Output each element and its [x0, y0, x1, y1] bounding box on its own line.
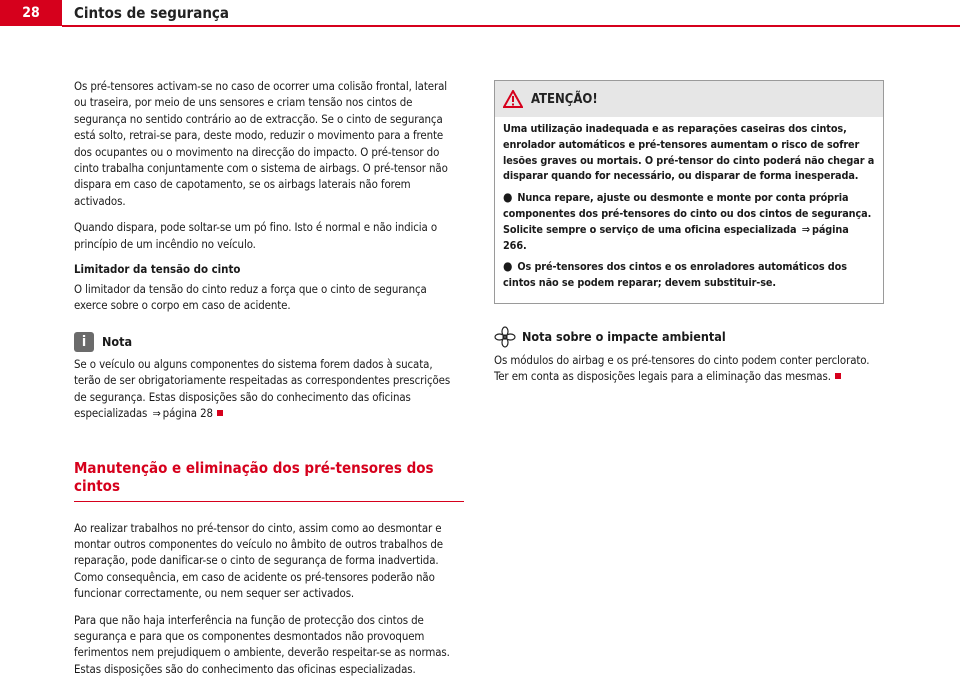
note-title: Nota [102, 334, 133, 350]
paragraph-powder: Quando dispara, pode soltar-se um pó fino. Isto é normal e não indicia o princípio de um incêndio no veículo. [74, 220, 438, 251]
warning-bullet-1-text: Nunca repare, ajuste ou desmonte e monte por conta própria componentes dos pré-tensores do cinto ou dos cintos de segurança. Solicite sempre o serviço de uma oficina especializada [503, 191, 872, 236]
warning-page-link[interactable]: página 266. [503, 222, 849, 252]
bullet-icon: ● [503, 259, 513, 274]
warning-box [494, 80, 884, 304]
environment-note-title: Nota sobre o impacte ambiental [522, 329, 726, 345]
paragraph-belt-limiter: O limitador da tensão do cinto reduz a força que o cinto de segurança exerce sobre o corpo em caso de acidente. [74, 282, 427, 313]
warning-header [495, 81, 883, 117]
page-title: Cintos de segurança [74, 4, 230, 22]
environment-note-heading [494, 326, 882, 348]
warning-body [495, 117, 883, 303]
note-heading [74, 332, 462, 352]
page-number: 28 [0, 0, 62, 26]
environment-note-text: Os módulos do airbag e os pré-tensores do cinto podem conter perclorato. Ter em conta as disposições legais para a eliminação das mesmas. [494, 352, 870, 384]
subheading-belt-limiter: Limitador da tensão do cinto [74, 262, 241, 277]
reference-arrow-icon: ⇒ [152, 407, 161, 421]
warning-triangle-icon [503, 90, 523, 108]
note-page-link[interactable]: página 28 [162, 406, 213, 421]
page-header [0, 0, 960, 28]
reference-arrow-icon: ⇒ [801, 222, 810, 236]
paragraph-pretensioner-activation: Os pré-tensores activam-se no caso de ocorrer uma colisão frontal, lateral ou traseira, por meio de uns sensores e criam tensão nos cintos de segurança no sentido contrário ao de extracção. Se o cinto de segurança está solto, retrai-se para, deste modo, reduzir o movimento para a frente dos ocupantes ou o movimento na direcção do impacto. O pré-tensor do cinto trabalha conjuntamente com o sistema de airbags. O pré-tensor não dispara em caso de capotamento, se os airbags laterais não forem activados. [74, 79, 448, 208]
right-column [494, 80, 882, 395]
warning-title: ATENÇÃO! [531, 91, 598, 107]
bullet-icon: ● [503, 190, 513, 205]
warning-bullet-2 [503, 259, 875, 291]
note-paragraph [74, 356, 462, 423]
warning-bullet-1 [503, 190, 875, 253]
header-rule [62, 25, 960, 27]
environment-note-paragraph [494, 352, 882, 385]
warning-bullet-2-text: Os pré-tensores dos cintos e os enroladores automáticos dos cintos não se podem reparar; devem substituir-se. [503, 260, 847, 290]
end-marker-icon [217, 410, 223, 416]
paragraph-regulations: Para que não haja interferência na função de protecção dos cintos de segurança e para que os componentes desmontados não provoquem ferimentos nem prejudiquem o ambiente, deverão respeitar-se as normas. Estas disposições são do conhecimento das oficinas especializadas. [74, 612, 450, 676]
warning-paragraph: Uma utilização inadequada e as reparações caseiras dos cintos, enrolador automáticos e pré-tensores aumentam o risco de sofrer lesões graves ou mortais. O pré-tensor do cinto poderá não chegar a disparar quando for necessário, ou disparar de forma inesperada. [503, 122, 875, 183]
note-text: Se o veículo ou alguns componentes do sistema forem dados à sucata, terão de ser obrigatoriamente respeitadas as correspondentes prescrições de segurança. Estas disposições são do conhecimento das oficinas especializadas [74, 356, 451, 421]
end-marker-icon [835, 373, 841, 379]
section-title: Manutenção e eliminação dos pré-tensores dos cintos [74, 459, 464, 502]
left-column [74, 78, 462, 687]
paragraph-maintenance: Ao realizar trabalhos no pré-tensor do cinto, assim como ao desmontar e montar outros componentes do veículo no âmbito de outros trabalhos de reparação, pode danificar-se o cinto de segurança de forma inadvertida. Como consequência, em caso de acidente os pré-tensores poderão não funcionar correctamente, ou nem sequer ser activados. [74, 520, 443, 601]
environment-flower-icon [494, 326, 516, 348]
info-icon: i [74, 332, 94, 352]
